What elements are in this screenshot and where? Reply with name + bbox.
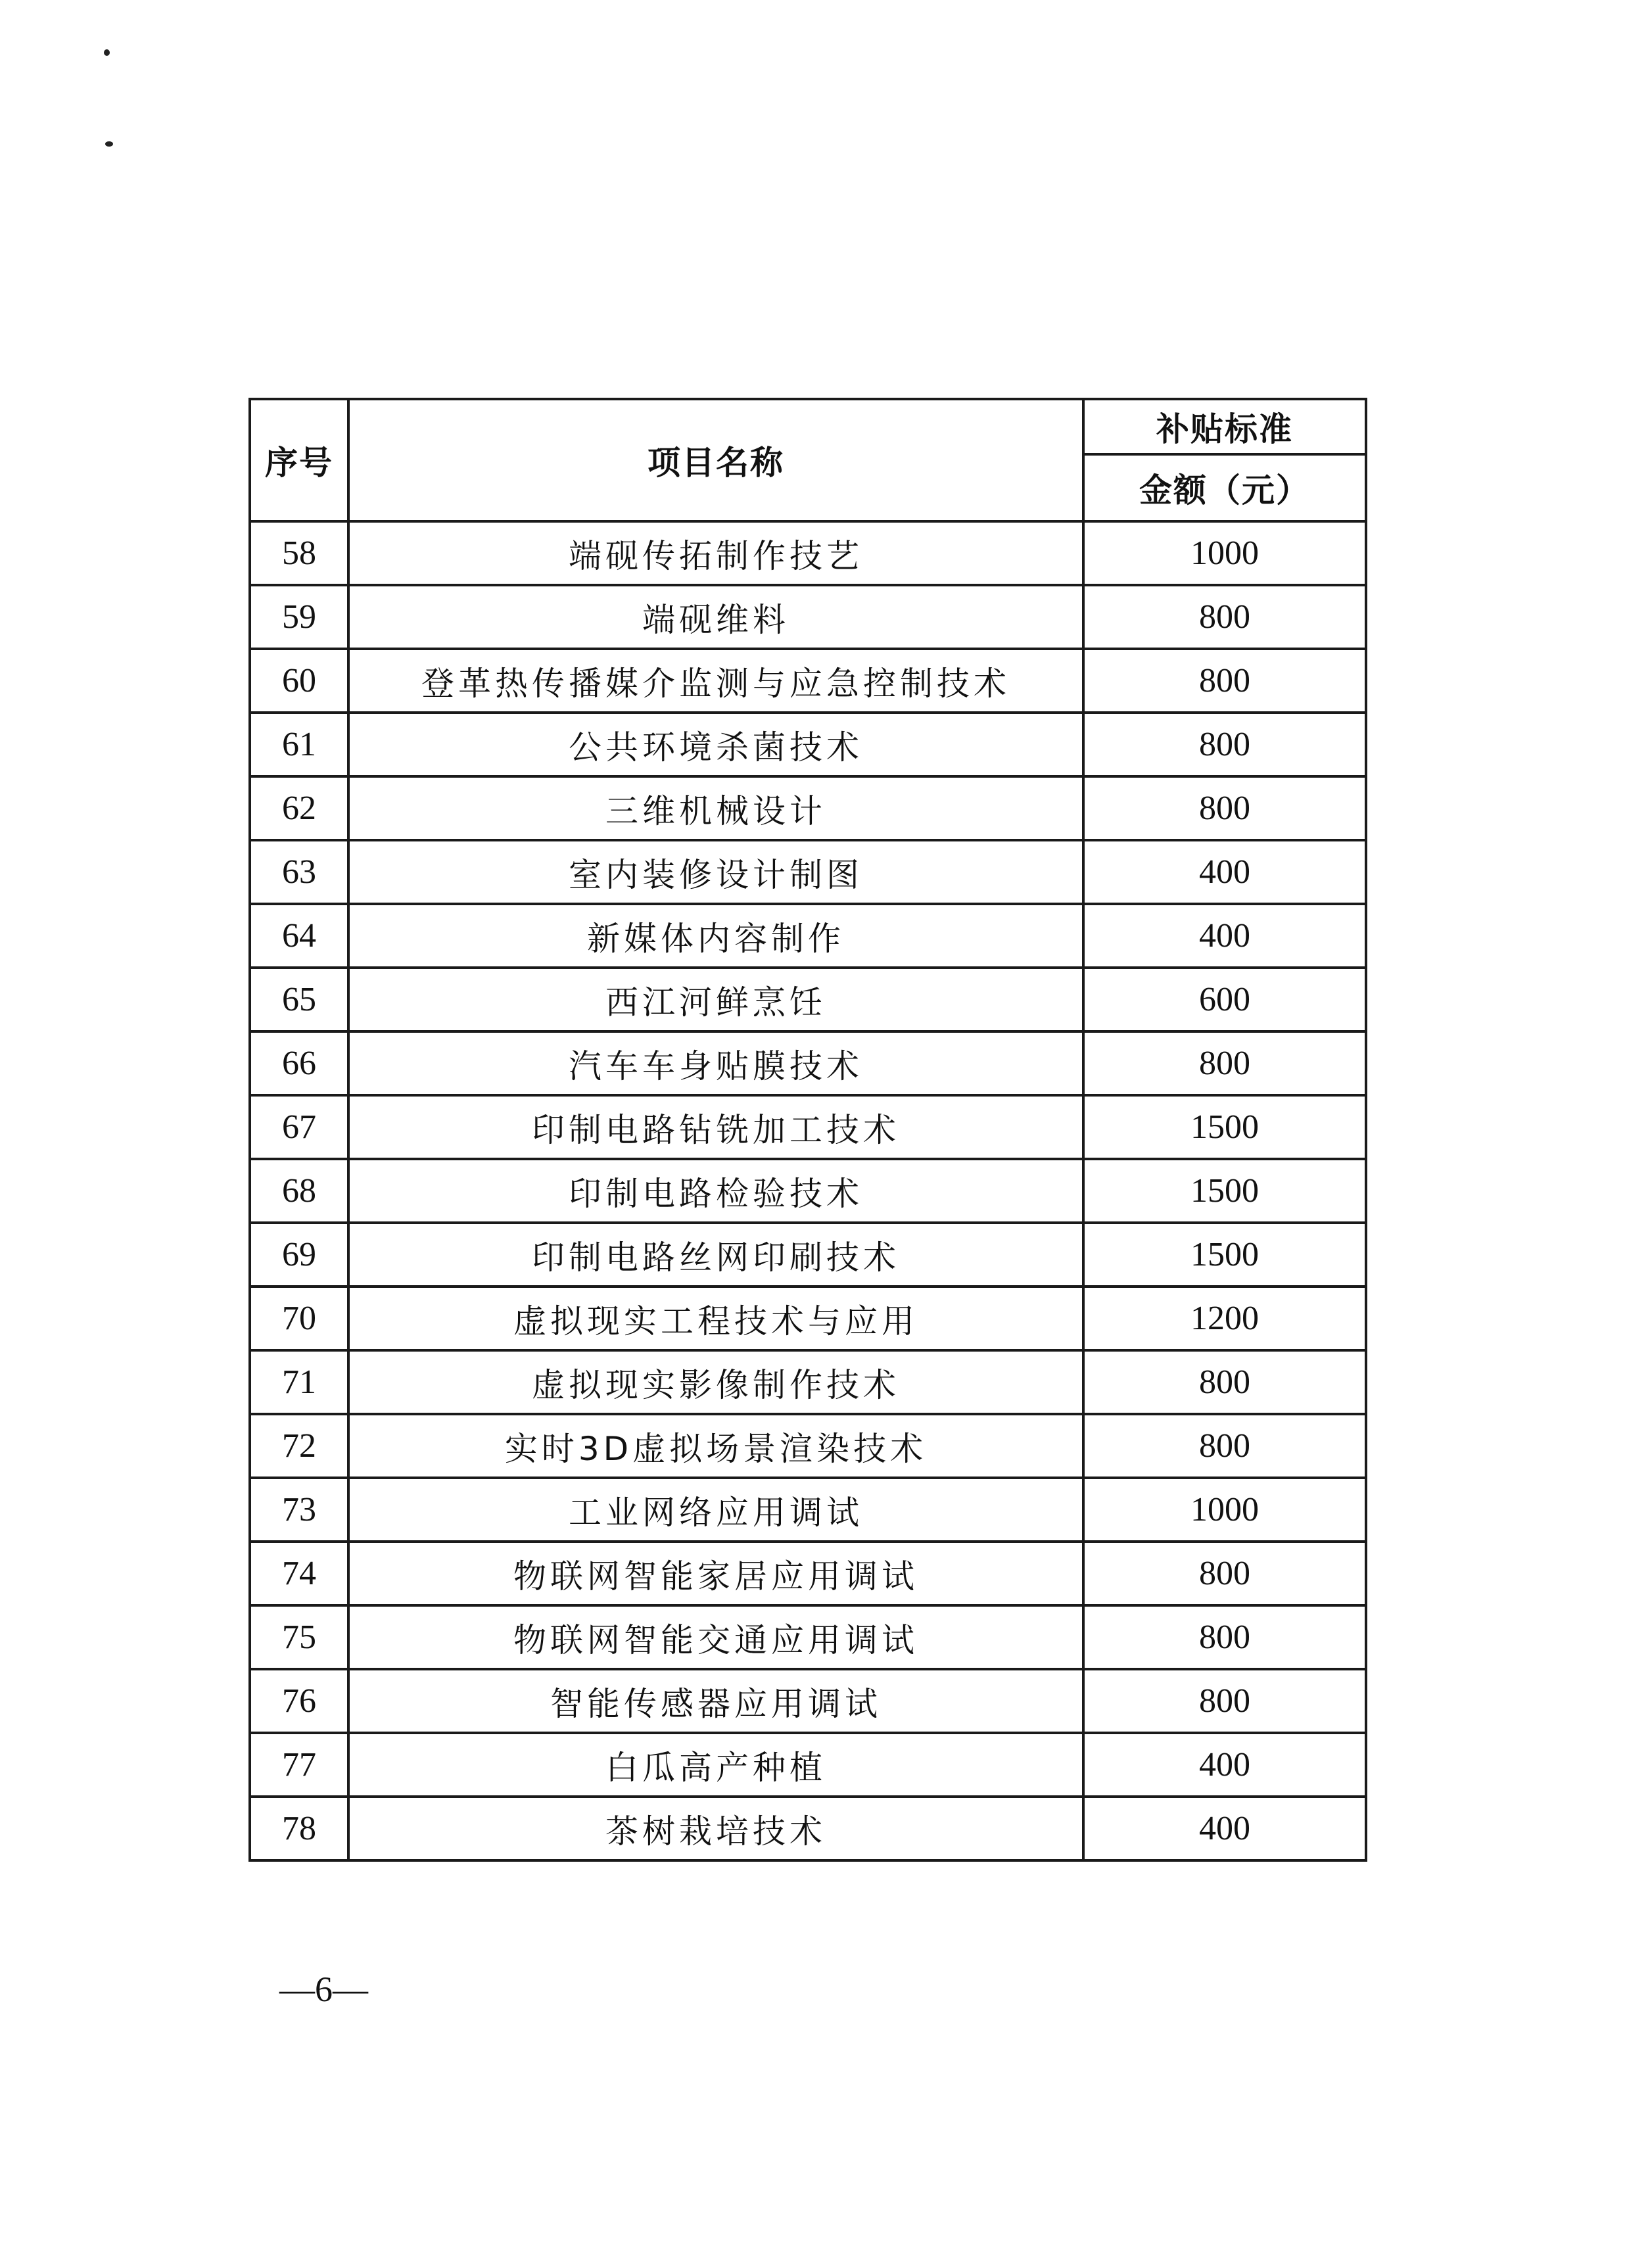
row-project-name: 室内装修设计制图 [348, 840, 1083, 904]
row-project-name: 三维机械设计 [348, 776, 1083, 840]
row-amount: 800 [1083, 1605, 1366, 1669]
row-index: 65 [250, 968, 348, 1031]
row-amount: 400 [1083, 904, 1366, 968]
row-project-name: 虚拟现实工程技术与应用 [348, 1287, 1083, 1350]
row-project-name: 汽车车身贴膜技术 [348, 1031, 1083, 1095]
scan-speck [105, 141, 113, 147]
table-row [250, 521, 1366, 585]
row-index: 67 [250, 1095, 348, 1159]
row-amount: 800 [1083, 1031, 1366, 1095]
row-project-name: 实时3D虚拟场景渲染技术 [348, 1414, 1083, 1478]
table-row [250, 1223, 1366, 1287]
row-project-name: 物联网智能家居应用调试 [348, 1542, 1083, 1605]
row-index: 58 [250, 521, 348, 585]
row-project-name: 端砚传拓制作技艺 [348, 521, 1083, 585]
table-row [250, 1542, 1366, 1605]
table-row [250, 776, 1366, 840]
row-project-name: 智能传感器应用调试 [348, 1669, 1083, 1733]
table-row [250, 1797, 1366, 1860]
row-project-name: 白瓜高产种植 [348, 1733, 1083, 1797]
row-project-name: 茶树栽培技术 [348, 1797, 1083, 1860]
header-amount: 金额（元） [1083, 454, 1366, 521]
row-project-name: 印制电路检验技术 [348, 1159, 1083, 1223]
row-amount: 800 [1083, 649, 1366, 713]
row-index: 72 [250, 1414, 348, 1478]
row-amount: 800 [1083, 1542, 1366, 1605]
row-amount: 400 [1083, 1797, 1366, 1860]
row-index: 74 [250, 1542, 348, 1605]
table-row [250, 1733, 1366, 1797]
row-amount: 800 [1083, 585, 1366, 649]
row-index: 66 [250, 1031, 348, 1095]
row-index: 61 [250, 713, 348, 776]
table-row [250, 713, 1366, 776]
header-project-name: 项目名称 [348, 399, 1083, 521]
row-project-name: 西江河鲜烹饪 [348, 968, 1083, 1031]
row-amount: 800 [1083, 713, 1366, 776]
row-index: 69 [250, 1223, 348, 1287]
row-amount: 1500 [1083, 1095, 1366, 1159]
row-project-name: 新媒体内容制作 [348, 904, 1083, 968]
row-index: 60 [250, 649, 348, 713]
table-row [250, 904, 1366, 968]
row-index: 70 [250, 1287, 348, 1350]
table-row [250, 649, 1366, 713]
row-project-name: 印制电路钻铣加工技术 [348, 1095, 1083, 1159]
scan-speck [104, 49, 110, 56]
row-index: 62 [250, 776, 348, 840]
page-number: —6— [279, 1970, 368, 2009]
row-index: 75 [250, 1605, 348, 1669]
table-row [250, 585, 1366, 649]
row-project-name: 印制电路丝网印刷技术 [348, 1223, 1083, 1287]
row-amount: 800 [1083, 1350, 1366, 1414]
row-index: 63 [250, 840, 348, 904]
row-amount: 800 [1083, 1669, 1366, 1733]
table-row [250, 840, 1366, 904]
row-index: 78 [250, 1797, 348, 1860]
row-index: 77 [250, 1733, 348, 1797]
row-index: 59 [250, 585, 348, 649]
header-index: 序号 [250, 399, 348, 521]
row-index: 73 [250, 1478, 348, 1542]
row-amount: 800 [1083, 1414, 1366, 1478]
row-index: 71 [250, 1350, 348, 1414]
table-row [250, 1095, 1366, 1159]
row-amount: 1000 [1083, 1478, 1366, 1542]
row-project-name: 登革热传播媒介监测与应急控制技术 [348, 649, 1083, 713]
row-project-name: 虚拟现实影像制作技术 [348, 1350, 1083, 1414]
subsidy-standards-table [248, 398, 1367, 1862]
table-row [250, 1605, 1366, 1669]
row-amount: 1500 [1083, 1159, 1366, 1223]
row-amount: 1000 [1083, 521, 1366, 585]
table-row [250, 1031, 1366, 1095]
row-amount: 800 [1083, 776, 1366, 840]
row-index: 76 [250, 1669, 348, 1733]
row-project-name: 物联网智能交通应用调试 [348, 1605, 1083, 1669]
table-row [250, 1478, 1366, 1542]
table-row [250, 968, 1366, 1031]
row-project-name: 公共环境杀菌技术 [348, 713, 1083, 776]
row-amount: 1200 [1083, 1287, 1366, 1350]
header-subsidy-standard: 补贴标准 [1083, 399, 1366, 454]
table-row [250, 1414, 1366, 1478]
table-row [250, 1669, 1366, 1733]
table-row [250, 1350, 1366, 1414]
table-row [250, 1159, 1366, 1223]
row-amount: 400 [1083, 840, 1366, 904]
row-index: 64 [250, 904, 348, 968]
row-amount: 600 [1083, 968, 1366, 1031]
table-body [250, 521, 1366, 1860]
row-index: 68 [250, 1159, 348, 1223]
row-project-name: 工业网络应用调试 [348, 1478, 1083, 1542]
row-amount: 400 [1083, 1733, 1366, 1797]
table-row [250, 1287, 1366, 1350]
row-project-name: 端砚维料 [348, 585, 1083, 649]
row-amount: 1500 [1083, 1223, 1366, 1287]
